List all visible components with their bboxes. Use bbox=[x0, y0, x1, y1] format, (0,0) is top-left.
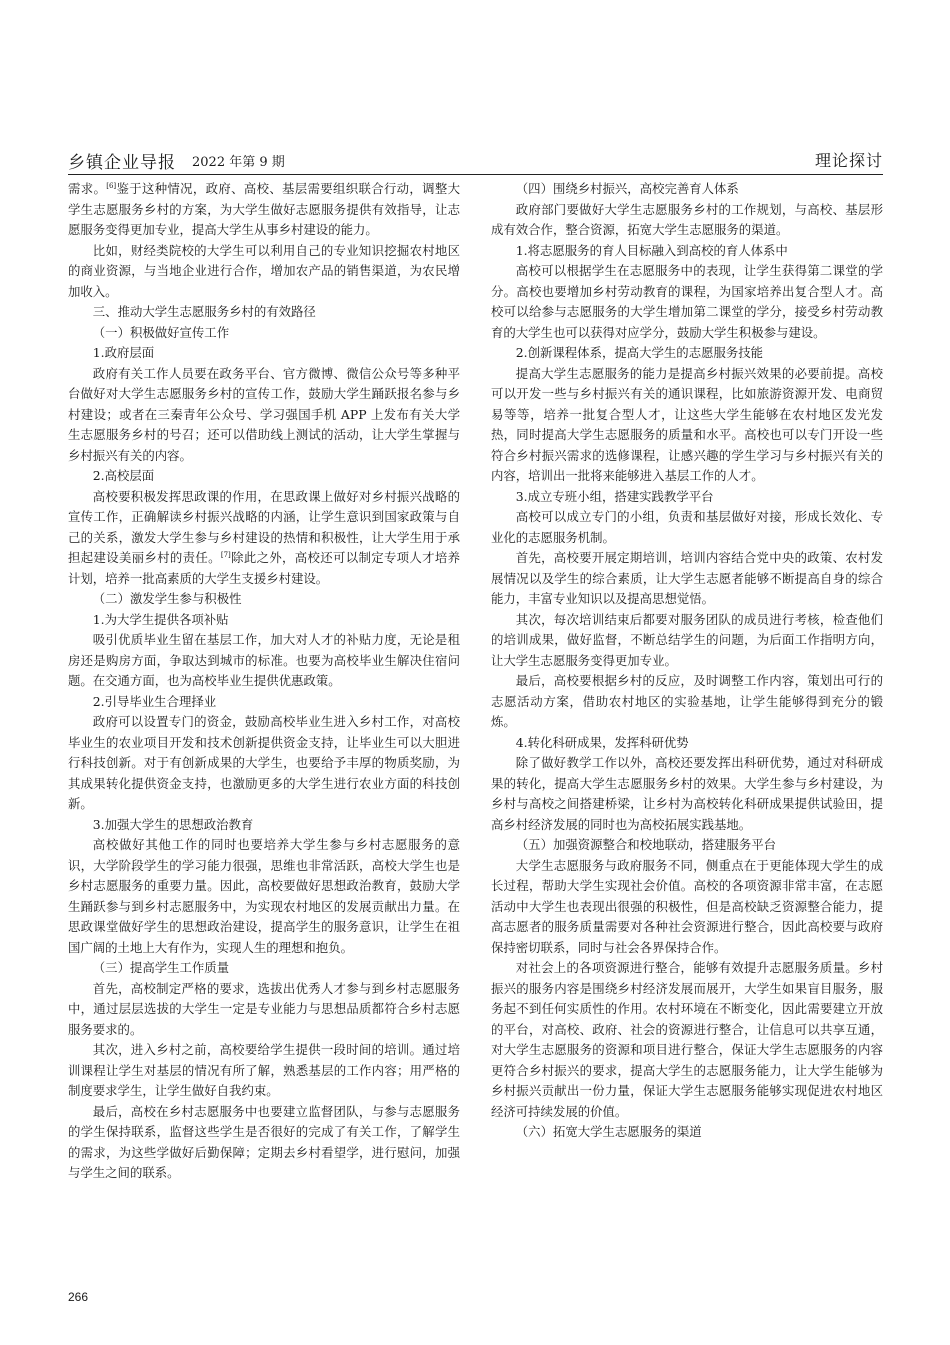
paragraph bbox=[68, 302, 460, 323]
page-header bbox=[68, 148, 883, 175]
paragraph-text: （五）加强资源整合和校地联动，搭建服务平台 bbox=[515, 837, 776, 852]
paragraph-text: 政府有关工作人员要在政务平台、官方微博、微信公众号等多种平台做好对大学生志愿服务乡村的宣传工作，鼓励大学生踊跃报名参与乡村建设；或者在三秦青年公众号、学习强国手机 APP 上发布有关大学生志愿服务乡村的号召；还可以借助线上测试的活动，让大学生掌握与乡村振兴有关的内容。 bbox=[68, 365, 460, 463]
paragraph-text: 高校要积极发挥思政课的作用，在思政课上做好对乡村振兴战略的宣传工作，正确解读乡村振兴战略的内涵，让学生意识到国家政策与自己的关系，激发大学生参与乡村建设的热情和积极性，让大学生用于承担起建设美丽乡村的责任。 bbox=[68, 488, 460, 565]
paragraph-text: 其次，每次培训结束后都要对服务团队的成员进行考核，检查他们的培训成果，做好监督，不断总结学生的问题，为后面工作指明方向，让大学生志愿服务变得更加专业。 bbox=[491, 611, 883, 668]
paragraph bbox=[491, 241, 883, 262]
paragraph bbox=[491, 200, 883, 241]
paragraph bbox=[68, 712, 460, 815]
paragraph-text: 2.引导毕业生合理择业 bbox=[92, 693, 217, 709]
paragraph bbox=[68, 589, 460, 610]
journal-title: 乡镇企业导报 bbox=[68, 153, 176, 173]
paragraph-text: （六）拓宽大学生志愿服务的渠道 bbox=[515, 1124, 702, 1139]
paragraph bbox=[68, 979, 460, 1041]
paragraph bbox=[491, 261, 883, 343]
paragraph-text: 1.政府层面 bbox=[92, 345, 155, 360]
paragraph bbox=[68, 610, 460, 631]
citation-marker: [7] bbox=[220, 550, 231, 559]
paragraph-text: 首先，高校要开展定期培训，培训内容结合党中央的政策、农村发展情况以及学生的综合素质，让大学生志愿者能够不断提高自身的综合能力，丰富专业知识以及提高思想觉悟。 bbox=[491, 550, 883, 606]
page-number: 266 bbox=[68, 1290, 89, 1304]
paragraph bbox=[491, 733, 883, 754]
paragraph-text: 高校可以根据学生在志愿服务中的表现，让学生获得第二课堂的学分。高校也要增加乡村劳动教育的课程，为国家培养出复合型人才。高校可以给参与志愿服务的大学生增加第二课堂的学分，接受乡村劳动教育的大学生也可以获得对应学分，鼓励大学生积极参与建设。 bbox=[491, 263, 883, 340]
paragraph bbox=[491, 343, 883, 364]
paragraph bbox=[491, 753, 883, 835]
paragraph bbox=[491, 548, 883, 610]
paragraph-text-continued: 除此之外，高校还可以制定专项人才培养计划，培养一批高素质的大学生支援乡村建设。 bbox=[68, 550, 461, 586]
paragraph-text: 1.为大学生提供各项补贴 bbox=[92, 611, 229, 627]
paragraph bbox=[68, 1102, 460, 1184]
citation-marker: [6] bbox=[106, 181, 117, 190]
paragraph-text: 2.高校层面 bbox=[92, 468, 155, 483]
paragraph bbox=[68, 815, 460, 836]
paragraph bbox=[491, 610, 883, 672]
paragraph bbox=[491, 671, 883, 733]
paragraph bbox=[68, 364, 460, 467]
paragraph bbox=[68, 179, 460, 241]
paragraph-text: 大学生志愿服务与政府服务不同，侧重点在于更能体现大学生的成长过程，帮助大学生实现社会价值。高校的各项资源非常丰富，在志愿活动中大学生也表现出很强的积极性，但是高校缺乏资源整合能力，提高志愿者的服务质量需要对各种社会资源进行整合，因此高校要与政府保持密切联系，同时与社会各界保持合作。 bbox=[491, 857, 883, 955]
paragraph-text: 吸引优质毕业生留在基层工作，加大对人才的补贴力度，无论是租房还是购房方面，争取达到城市的标准。也要为高校毕业生解决住宿问题。在交通方面，也为高校毕业生提供优惠政策。 bbox=[68, 632, 460, 688]
paragraph bbox=[68, 958, 460, 979]
left-column bbox=[68, 179, 460, 1184]
paragraph bbox=[68, 692, 460, 713]
paragraph-text: （三）提高学生工作质量 bbox=[92, 960, 230, 975]
paragraph-text: 首先，高校制定严格的要求，选拔出优秀人才参与到乡村志愿服务中，通过层层选拔的大学生一定是专业能力与思想品质都符合乡村志愿服务要求的。 bbox=[68, 980, 460, 1037]
paragraph-text: 政府部门要做好大学生志愿服务乡村的工作规划，与高校、基层形成有效合作，整合资源，拓宽大学生志愿服务的渠道。 bbox=[491, 201, 883, 237]
paragraph-text: 1.将志愿服务的育人目标融入到高校的育人体系中 bbox=[515, 242, 788, 258]
paragraph bbox=[491, 179, 883, 200]
paragraph-text: 三、推动大学生志愿服务乡村的有效路径 bbox=[92, 304, 316, 319]
paragraph-text: 3.加强大学生的思想政治教育 bbox=[92, 816, 254, 832]
paragraph bbox=[68, 1040, 460, 1102]
paragraph bbox=[68, 466, 460, 487]
paragraph bbox=[68, 630, 460, 692]
paragraph-text: 高校可以成立专门的小组，负责和基层做好对接，形成长效化、专业化的志愿服务机制。 bbox=[491, 509, 883, 545]
paragraph bbox=[68, 323, 460, 344]
paragraph-text: 除了做好教学工作以外，高校还要发挥出科研优势，通过对科研成果的转化，提高大学生志愿服务乡村的效果。大学生参与乡村建设，为乡村与高校之间搭建桥梁，让乡村为高校转化科研成果提供试验田，提高乡村经济发展的同时也为高校拓展实践基地。 bbox=[491, 755, 883, 832]
paragraph bbox=[491, 1122, 883, 1143]
paragraph bbox=[491, 487, 883, 508]
paragraph-text: （一）积极做好宣传工作 bbox=[92, 324, 230, 340]
paragraph-text: 4.转化科研成果，发挥科研优势 bbox=[515, 734, 689, 750]
paragraph bbox=[68, 241, 460, 303]
paragraph-text: 3.成立专班小组，搭建实践教学平台 bbox=[515, 488, 714, 504]
paragraph-text: 提高大学生志愿服务的能力是提高乡村振兴效果的必要前提。高校可以开发一些与乡村振兴有关的通识课程，比如旅游资源开发、电商贸易等等，培养一批复合型人才，让这些大学生能够在农村地区发光发热，同时提高大学生志愿服务的质量和水平。高校也可以专门开设一些符合乡村振兴需求的选修课程，让感兴趣的学生学习与乡村振兴有关的内容，培训出一批将来能够进入基层工作的人才。 bbox=[491, 365, 883, 483]
paragraph-text: （二）激发学生参与积极性 bbox=[92, 591, 242, 606]
paragraph-text: 2.创新课程体系，提高大学生的志愿服务技能 bbox=[515, 345, 764, 360]
paragraph-text: 需求。 bbox=[68, 181, 107, 196]
paragraph bbox=[68, 835, 460, 958]
paragraph-text-continued: 鉴于这种情况，政府、高校、基层需要组织联合行动，调整大学生志愿服务乡村的方案，为大学生做好志愿服务提供有效指导，让志愿服务变得更加专业，提高大学生从事乡村建设的能力。 bbox=[68, 181, 461, 237]
paragraph bbox=[491, 364, 883, 487]
paragraph-text: 高校做好其他工作的同时也要培养大学生参与乡村志愿服务的意识，大学阶段学生的学习能力很强，思维也非常活跃，高校大学生也是乡村志愿服务的重要力量。因此，高校要做好思想政治教育，鼓励大学生踊跃参与到乡村志愿服务中，为实现农村地区的发展贡献出力量。在思政课堂做好学生的思想政治建设，提高学生的服务意识，让学生在祖国广阔的土地上大有作为，实现人生的理想和抱负。 bbox=[68, 837, 460, 955]
paragraph-text: 其次，进入乡村之前，高校要给学生提供一段时间的培训。通过培训课程让学生对基层的情况有所了解，熟悉基层的工作内容；用严格的制度要求学生，让学生做好自我约束。 bbox=[68, 1042, 460, 1098]
paragraph-text: 最后，高校要根据乡村的反应，及时调整工作内容，策划出可行的志愿活动方案，借助农村地区的实验基地，让学生能够得到充分的锻炼。 bbox=[491, 673, 883, 729]
paragraph bbox=[491, 856, 883, 959]
paragraph bbox=[491, 507, 883, 548]
issue-number: 2022 年第 9 期 bbox=[192, 155, 285, 170]
paragraph bbox=[68, 343, 460, 364]
section-title: 理论探讨 bbox=[814, 151, 883, 170]
paragraph bbox=[491, 958, 883, 1122]
paragraph-text: 比如，财经类院校的大学生可以利用自己的专业知识挖掘农村地区的商业资源，与当地企业进行合作，增加农产品的销售渠道，为农民增加收入。 bbox=[68, 242, 460, 299]
paragraph bbox=[491, 835, 883, 856]
paragraph-text: 对社会上的各项资源进行整合，能够有效提升志愿服务质量。乡村振兴的服务内容是围绕乡村经济发展而展开，大学生如果盲目服务，服务起不到任何实质性的作用。农村环境在不断变化，因此需要建立开放的平台，对高校、政府、社会的资源进行整合，让信息可以共享互通，对大学生志愿服务的资源和项目进行整合，保证大学生志愿服务的内容更符合乡村振兴的要求，提高大学生的志愿服务能力，让大学生能够为乡村振兴贡献出一份力量，保证大学生志愿服务能够实现促进农村地区经济可持续发展的价值。 bbox=[491, 960, 883, 1119]
paragraph bbox=[68, 487, 460, 590]
paragraph-text: 最后，高校在乡村志愿服务中也要建立监督团队，与参与志愿服务的学生保持联系，监督这些学生是否很好的完成了有关工作，了解学生的需求，为这些学做好后勤保障；定期去乡村看望学，进行慰问，加强与学生之间的联系。 bbox=[68, 1103, 460, 1180]
right-column bbox=[491, 179, 883, 1143]
paragraph-text: 政府可以设置专门的资金，鼓励高校毕业生进入乡村工作，对高校毕业生的农业项目开发和技术创新提供资金支持，让毕业生可以大胆进行科技创新。对于有创新成果的大学生，也要给予丰厚的物质奖励，为其成果转化提供资金支持，也激励更多的大学生进行农业方面的科技创新。 bbox=[68, 714, 460, 811]
paragraph-text: （四）围绕乡村振兴，高校完善育人体系 bbox=[515, 181, 739, 196]
